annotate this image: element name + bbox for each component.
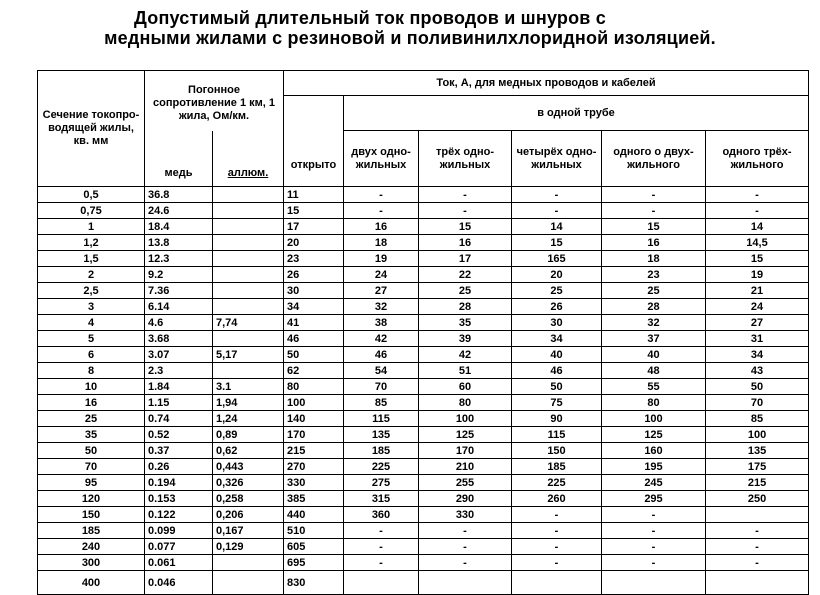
cell-section: 150 [38,507,145,523]
table-row [38,395,809,411]
cell-three-single: 22 [419,267,512,283]
cell-one-three-core: - [706,555,809,571]
cell-three-single: - [419,187,512,203]
table-row [38,539,809,555]
cell-section: 0,75 [38,203,145,219]
cell-copper: 0.153 [145,491,213,507]
cell-section: 16 [38,395,145,411]
cell-one-three-core: 27 [706,315,809,331]
cell-two-single: 54 [344,363,419,379]
cell-open: 30 [284,283,344,299]
cell-copper: 7.36 [145,283,213,299]
cell-aluminum: 0,326 [213,475,284,491]
cell-one-three-core: 21 [706,283,809,299]
cell-two-single: 360 [344,507,419,523]
cell-aluminum [213,187,284,203]
table-row [38,459,809,475]
cell-two-single: - [344,523,419,539]
cell-aluminum: 0,443 [213,459,284,475]
cell-three-single: 42 [419,347,512,363]
cell-open: 17 [284,219,344,235]
cell-three-single [419,571,512,595]
cell-open: 385 [284,491,344,507]
cell-two-single: 16 [344,219,419,235]
cell-one-two-core: 28 [602,299,706,315]
cell-one-two-core [602,571,706,595]
cell-four-single: - [512,507,602,523]
cell-section: 240 [38,539,145,555]
cell-copper: 4.6 [145,315,213,331]
cell-one-two-core: - [602,187,706,203]
cell-one-three-core: 85 [706,411,809,427]
cell-open: 41 [284,315,344,331]
table-row [38,555,809,571]
header-four-single: четырёх одно-жильных [512,131,602,187]
cell-copper: 6.14 [145,299,213,315]
cell-three-single: 170 [419,443,512,459]
cell-copper: 0.52 [145,427,213,443]
cell-four-single: 185 [512,459,602,475]
table-row [38,315,809,331]
cell-open: 11 [284,187,344,203]
header-one-two-core: одного о двух-жильного [602,131,706,187]
table-row [38,571,809,595]
header-two-single: двух одно-жильных [344,131,419,187]
cell-one-three-core: - [706,539,809,555]
cell-one-two-core: - [602,555,706,571]
table-row [38,219,809,235]
cell-open: 62 [284,363,344,379]
cell-one-three-core: 24 [706,299,809,315]
cell-aluminum [213,219,284,235]
cell-aluminum: 1,94 [213,395,284,411]
cell-aluminum: 3.1 [213,379,284,395]
cell-section: 185 [38,523,145,539]
cell-section: 1,2 [38,235,145,251]
cell-one-two-core: 37 [602,331,706,347]
header-current: Ток, А, для медных проводов и кабелей [284,71,809,96]
cell-aluminum: 0,167 [213,523,284,539]
table-row [38,283,809,299]
cell-aluminum [213,203,284,219]
cell-two-single: 38 [344,315,419,331]
cell-two-single: 115 [344,411,419,427]
header-one-pipe: в одной трубе [344,96,809,131]
cell-one-three-core: 34 [706,347,809,363]
cell-copper: 24.6 [145,203,213,219]
header-resistance: Погонное сопротивление 1 км, 1 жила, Ом/км. [145,71,284,131]
table-row [38,475,809,491]
cell-aluminum: 0,258 [213,491,284,507]
cell-one-three-core: 31 [706,331,809,347]
cell-three-single: 330 [419,507,512,523]
cell-two-single: 27 [344,283,419,299]
cell-section: 2 [38,267,145,283]
cell-one-three-core: 70 [706,395,809,411]
cell-copper: 0.077 [145,539,213,555]
cell-two-single: 85 [344,395,419,411]
cell-open: 80 [284,379,344,395]
header-copper: медь [145,131,213,187]
header-section: Сечение токопро-водящей жилы, кв. мм [38,71,145,187]
cell-one-two-core: - [602,539,706,555]
cell-three-single: - [419,523,512,539]
table-row [38,427,809,443]
cell-one-two-core: 100 [602,411,706,427]
cell-two-single: 275 [344,475,419,491]
cell-three-single: 35 [419,315,512,331]
cell-aluminum: 0,129 [213,539,284,555]
cell-section: 6 [38,347,145,363]
cell-one-two-core: 23 [602,267,706,283]
cell-two-single: - [344,187,419,203]
cell-four-single: 40 [512,347,602,363]
cell-two-single: 32 [344,299,419,315]
cell-open: 440 [284,507,344,523]
cell-three-single: 290 [419,491,512,507]
cell-three-single: 25 [419,283,512,299]
header-three-single: трёх одно-жильных [419,131,512,187]
cell-aluminum: 0,62 [213,443,284,459]
table-row [38,251,809,267]
cell-one-two-core: - [602,507,706,523]
table-row [38,507,809,523]
cell-copper: 1.84 [145,379,213,395]
cell-aluminum: 0,89 [213,427,284,443]
cell-section: 300 [38,555,145,571]
cell-open: 605 [284,539,344,555]
cell-open: 330 [284,475,344,491]
cell-one-three-core: - [706,523,809,539]
cell-one-two-core: - [602,523,706,539]
title-line-1: Допустимый длительный ток проводов и шнуров с [134,8,606,28]
cell-four-single: 34 [512,331,602,347]
cell-copper: 18.4 [145,219,213,235]
cell-one-two-core: 195 [602,459,706,475]
cell-aluminum [213,331,284,347]
cell-open: 140 [284,411,344,427]
cell-four-single: 75 [512,395,602,411]
cell-copper: 1.15 [145,395,213,411]
table-row [38,411,809,427]
cell-open: 46 [284,331,344,347]
cell-two-single: 18 [344,235,419,251]
cell-section: 10 [38,379,145,395]
cell-four-single: 90 [512,411,602,427]
cell-open: 100 [284,395,344,411]
cell-aluminum [213,299,284,315]
header-open: открыто [284,96,344,187]
cell-three-single: 15 [419,219,512,235]
cell-copper: 0.74 [145,411,213,427]
cell-two-single: - [344,539,419,555]
title-line-2: медными жилами с резиновой и поливинилхлоридной изоляцией. [104,28,716,48]
cell-four-single: 30 [512,315,602,331]
cell-three-single: - [419,539,512,555]
header-one-three-core: одного трёх-жильного [706,131,809,187]
cell-open: 830 [284,571,344,595]
cell-four-single: - [512,187,602,203]
table-body [38,187,809,595]
cell-one-three-core: 19 [706,267,809,283]
cell-one-two-core: 160 [602,443,706,459]
cell-one-two-core: 295 [602,491,706,507]
cell-aluminum [213,363,284,379]
cell-four-single: 115 [512,427,602,443]
cell-section: 4 [38,315,145,331]
cell-aluminum [213,555,284,571]
cell-one-two-core: 55 [602,379,706,395]
cell-one-three-core: 250 [706,491,809,507]
cell-section: 3 [38,299,145,315]
cell-four-single: 225 [512,475,602,491]
cell-section: 25 [38,411,145,427]
cell-copper: 13.8 [145,235,213,251]
cell-one-two-core: 15 [602,219,706,235]
cell-aluminum [213,267,284,283]
cell-section: 8 [38,363,145,379]
cell-four-single: 50 [512,379,602,395]
cell-four-single: 15 [512,235,602,251]
cell-open: 510 [284,523,344,539]
header-aluminum [213,131,284,187]
cell-four-single: 165 [512,251,602,267]
cell-one-two-core: 80 [602,395,706,411]
cell-two-single: 315 [344,491,419,507]
cell-copper: 0.37 [145,443,213,459]
cell-three-single: 255 [419,475,512,491]
cell-one-two-core: 48 [602,363,706,379]
cell-copper: 12.3 [145,251,213,267]
cell-three-single: 100 [419,411,512,427]
cell-copper: 0.122 [145,507,213,523]
cell-three-single: 60 [419,379,512,395]
cell-one-three-core: - [706,203,809,219]
cell-four-single: 260 [512,491,602,507]
cell-one-three-core: 14,5 [706,235,809,251]
cell-three-single: 51 [419,363,512,379]
table-row [38,235,809,251]
cell-one-two-core: 245 [602,475,706,491]
cell-four-single: - [512,539,602,555]
cell-aluminum [213,283,284,299]
cell-copper: 0.046 [145,571,213,595]
cell-aluminum [213,571,284,595]
cell-section: 1,5 [38,251,145,267]
cell-four-single: - [512,523,602,539]
cell-open: 20 [284,235,344,251]
cell-two-single: 135 [344,427,419,443]
cell-copper: 0.061 [145,555,213,571]
cell-copper: 2.3 [145,363,213,379]
cell-section: 95 [38,475,145,491]
cell-two-single: 225 [344,459,419,475]
cell-copper: 3.07 [145,347,213,363]
cell-one-two-core: - [602,203,706,219]
cell-one-two-core: 125 [602,427,706,443]
cell-two-single: 24 [344,267,419,283]
cell-one-two-core: 16 [602,235,706,251]
cell-open: 215 [284,443,344,459]
table-row [38,443,809,459]
cell-one-three-core: 100 [706,427,809,443]
cell-three-single: 80 [419,395,512,411]
cell-open: 23 [284,251,344,267]
cell-one-three-core: 215 [706,475,809,491]
cell-four-single: 150 [512,443,602,459]
cell-three-single: 125 [419,427,512,443]
cell-two-single [344,571,419,595]
cell-aluminum: 5,17 [213,347,284,363]
cell-open: 34 [284,299,344,315]
cell-copper: 36.8 [145,187,213,203]
cell-three-single: 39 [419,331,512,347]
cell-one-two-core: 40 [602,347,706,363]
table-row [38,331,809,347]
table-row [38,491,809,507]
cell-four-single [512,571,602,595]
table-row [38,347,809,363]
table-row [38,363,809,379]
cell-three-single: - [419,555,512,571]
cell-one-three-core: 15 [706,251,809,267]
cell-one-three-core [706,507,809,523]
table-row [38,187,809,203]
cell-two-single: 70 [344,379,419,395]
cell-one-two-core: 18 [602,251,706,267]
cell-aluminum [213,235,284,251]
header-aluminum-text: аллюм. [227,167,269,179]
cell-four-single: - [512,555,602,571]
cell-aluminum: 7,74 [213,315,284,331]
cell-section: 35 [38,427,145,443]
cell-two-single: - [344,555,419,571]
cell-four-single: 20 [512,267,602,283]
cell-copper: 3.68 [145,331,213,347]
cell-copper: 0.099 [145,523,213,539]
cell-three-single: 17 [419,251,512,267]
table-row [38,299,809,315]
cell-one-three-core: 43 [706,363,809,379]
cell-two-single: - [344,203,419,219]
cell-two-single: 19 [344,251,419,267]
table-row [38,203,809,219]
cell-copper: 0.26 [145,459,213,475]
cell-aluminum [213,251,284,267]
current-table [37,70,809,595]
cell-one-two-core: 25 [602,283,706,299]
cell-one-three-core: - [706,187,809,203]
cell-section: 0,5 [38,187,145,203]
cell-three-single: 16 [419,235,512,251]
cell-open: 15 [284,203,344,219]
cell-one-three-core: 14 [706,219,809,235]
cell-aluminum: 0,206 [213,507,284,523]
cell-section: 70 [38,459,145,475]
cell-four-single: 26 [512,299,602,315]
cell-two-single: 46 [344,347,419,363]
cell-two-single: 42 [344,331,419,347]
cell-section: 120 [38,491,145,507]
cell-section: 1 [38,219,145,235]
cell-three-single: 210 [419,459,512,475]
cell-four-single: - [512,203,602,219]
cell-section: 2,5 [38,283,145,299]
table-row [38,523,809,539]
cell-four-single: 46 [512,363,602,379]
table-row [38,379,809,395]
cell-open: 50 [284,347,344,363]
cell-three-single: - [419,203,512,219]
cell-copper: 9.2 [145,267,213,283]
cell-open: 695 [284,555,344,571]
cell-three-single: 28 [419,299,512,315]
cell-one-three-core: 135 [706,443,809,459]
cell-section: 50 [38,443,145,459]
cell-one-three-core: 50 [706,379,809,395]
table-row [38,267,809,283]
cell-copper: 0.194 [145,475,213,491]
cell-open: 26 [284,267,344,283]
cell-open: 270 [284,459,344,475]
cell-one-three-core [706,571,809,595]
cell-one-three-core: 175 [706,459,809,475]
cell-one-two-core: 32 [602,315,706,331]
cell-open: 170 [284,427,344,443]
cell-aluminum: 1,24 [213,411,284,427]
cell-section: 400 [38,571,145,595]
cell-four-single: 25 [512,283,602,299]
cell-section: 5 [38,331,145,347]
cell-two-single: 185 [344,443,419,459]
cell-four-single: 14 [512,219,602,235]
